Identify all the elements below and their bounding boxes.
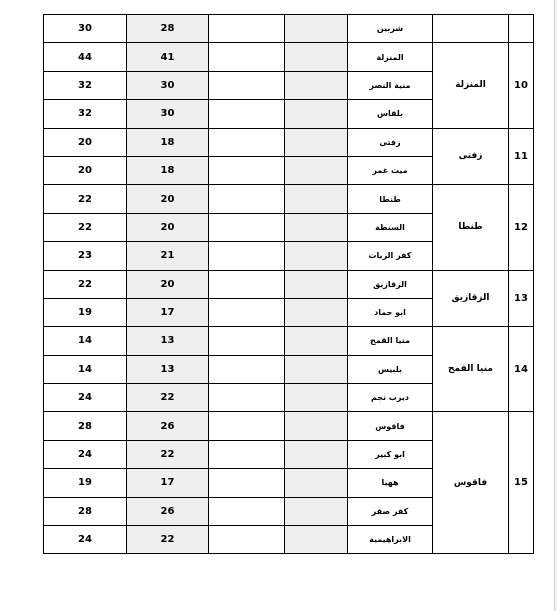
village-cell: ههيا [348,469,433,497]
value-cell-2: 22 [127,526,209,554]
value-cell-1: 30 [44,15,127,43]
value-cell-1: 24 [44,384,127,412]
value-cell-2: 30 [127,100,209,128]
value-cell-1: 19 [44,298,127,326]
center-cell: منيا القمح [433,327,509,412]
value-cell-2: 26 [127,412,209,440]
village-cell: المنزلة [348,43,433,71]
value-cell-2: 13 [127,327,209,355]
value-cell-1: 32 [44,71,127,99]
empty-cell [285,497,348,525]
row-number-cell: 10 [509,43,534,128]
table-row [44,15,534,43]
value-cell-2: 41 [127,43,209,71]
empty-cell [209,384,285,412]
village-cell: زفتى [348,128,433,156]
value-cell-1: 20 [44,156,127,184]
empty-cell [285,298,348,326]
village-cell: الابراهيمية [348,526,433,554]
center-cell: فاقوس [433,412,509,554]
table-row [44,270,534,298]
empty-cell [209,71,285,99]
table-row [44,185,534,213]
value-cell-2: 28 [127,15,209,43]
empty-cell [285,43,348,71]
results-table [43,14,534,554]
value-cell-1: 24 [44,526,127,554]
empty-cell [285,526,348,554]
empty-cell [209,128,285,156]
table-row [44,43,534,71]
empty-cell [209,440,285,468]
table-row [44,128,534,156]
value-cell-1: 19 [44,469,127,497]
value-cell-1: 20 [44,128,127,156]
village-cell: شربين [348,15,433,43]
row-number-cell [509,15,534,43]
row-number-cell: 12 [509,185,534,270]
empty-cell [209,100,285,128]
value-cell-1: 14 [44,327,127,355]
empty-cell [285,355,348,383]
center-cell: زفتى [433,128,509,185]
village-cell: ابو كبير [348,440,433,468]
center-cell [433,15,509,43]
value-cell-1: 24 [44,440,127,468]
empty-cell [209,270,285,298]
value-cell-1: 22 [44,213,127,241]
empty-cell [285,185,348,213]
value-cell-2: 18 [127,156,209,184]
village-cell: بلبيس [348,355,433,383]
empty-cell [209,213,285,241]
village-cell: بلقاس [348,100,433,128]
value-cell-2: 26 [127,497,209,525]
empty-cell [209,469,285,497]
empty-cell [285,384,348,412]
value-cell-2: 22 [127,384,209,412]
village-cell: ميت غمر [348,156,433,184]
village-cell: ابو حماد [348,298,433,326]
value-cell-1: 28 [44,497,127,525]
value-cell-2: 22 [127,440,209,468]
empty-cell [285,242,348,270]
village-cell: كفر الزيات [348,242,433,270]
value-cell-1: 14 [44,355,127,383]
empty-cell [285,440,348,468]
village-cell: الزقازيق [348,270,433,298]
table-body [44,15,534,554]
village-cell: طنطا [348,185,433,213]
row-number-cell: 13 [509,270,534,327]
village-cell: فاقوس [348,412,433,440]
empty-cell [285,270,348,298]
empty-cell [285,156,348,184]
empty-cell [209,15,285,43]
empty-cell [209,185,285,213]
center-cell: المنزلة [433,43,509,128]
empty-cell [285,412,348,440]
empty-cell [285,128,348,156]
value-cell-2: 30 [127,71,209,99]
empty-cell [209,497,285,525]
table-row [44,412,534,440]
value-cell-1: 23 [44,242,127,270]
row-number-cell: 14 [509,327,534,412]
village-cell: كفر صقر [348,497,433,525]
center-cell: طنطا [433,185,509,270]
empty-cell [209,526,285,554]
row-number-cell: 11 [509,128,534,185]
value-cell-2: 21 [127,242,209,270]
village-cell: السنطة [348,213,433,241]
empty-cell [209,298,285,326]
village-cell: منية النصر [348,71,433,99]
empty-cell [285,213,348,241]
village-cell: منيا القمح [348,327,433,355]
value-cell-2: 20 [127,213,209,241]
center-cell: الزقازيق [433,270,509,327]
empty-cell [209,156,285,184]
value-cell-2: 17 [127,469,209,497]
empty-cell [209,43,285,71]
value-cell-2: 13 [127,355,209,383]
value-cell-1: 32 [44,100,127,128]
value-cell-2: 20 [127,270,209,298]
empty-cell [209,355,285,383]
value-cell-1: 22 [44,270,127,298]
empty-cell [285,15,348,43]
row-number-cell: 15 [509,412,534,554]
empty-cell [285,327,348,355]
value-cell-1: 22 [44,185,127,213]
value-cell-2: 17 [127,298,209,326]
empty-cell [209,412,285,440]
empty-cell [285,100,348,128]
empty-cell [209,327,285,355]
empty-cell [285,71,348,99]
table-row [44,327,534,355]
empty-cell [209,242,285,270]
value-cell-1: 28 [44,412,127,440]
value-cell-2: 18 [127,128,209,156]
value-cell-1: 44 [44,43,127,71]
village-cell: ديرب نجم [348,384,433,412]
value-cell-2: 20 [127,185,209,213]
empty-cell [285,469,348,497]
